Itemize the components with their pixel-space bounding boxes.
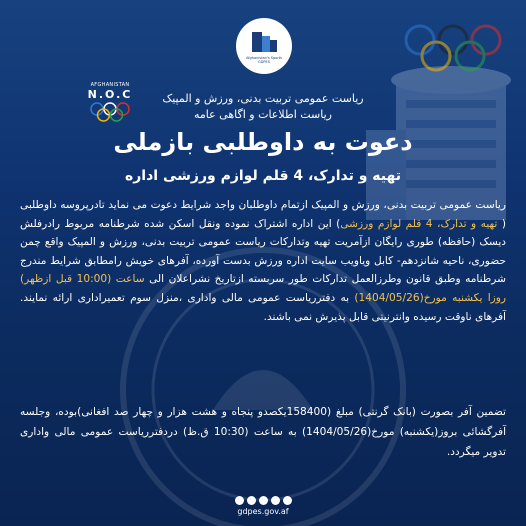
twitter-icon[interactable] bbox=[247, 496, 256, 505]
noc-label: N.O.C bbox=[87, 88, 133, 101]
youtube-icon[interactable] bbox=[271, 496, 280, 505]
footer-contact bbox=[235, 496, 292, 516]
olympic-rings-background-icon bbox=[398, 18, 518, 78]
paragraph-1-highlight-deadline: ساعت (10:00 قبل ازظهر) روزا یکشنبه مورخ(1404/05/26) bbox=[20, 273, 506, 304]
instagram-icon[interactable] bbox=[259, 496, 268, 505]
social-icons bbox=[235, 496, 292, 505]
website-link[interactable]: gdpes.gov.af bbox=[237, 507, 289, 516]
logo-caption: Afghanistan's Sports bbox=[246, 56, 282, 60]
footer bbox=[0, 496, 526, 516]
gdpes-logo-icon bbox=[248, 28, 280, 56]
noc-country: AFGHANISTAN bbox=[90, 82, 130, 88]
department-name: ریاست اطلاعات و اگاهی عامه bbox=[193, 108, 332, 121]
org-name: ریاست عمومی تربیت بدنی، ورزش و المپیک bbox=[162, 92, 364, 105]
paragraph-1-text-c: به دفترریاست عمومی مالی واداری ،منزل سوم تعمیراداری ارائه نمایند. آفرهای ناوقت رسیده وانترنیتی قابل پذیرش نمی باشند. bbox=[20, 291, 506, 323]
paragraph-1-highlight-item: تهیه و تدارک، 4 قلم لوازم ورزشی bbox=[340, 217, 502, 230]
gdpes-logo bbox=[236, 18, 292, 74]
announcement-paragraph-1 bbox=[20, 196, 506, 326]
facebook-icon[interactable] bbox=[235, 496, 244, 505]
paragraph-1-text-b: ) این اداره اشتراک نموده ونقل اسکن شده شرطنامه مربوط رادرفلش دیسک (حافظه) طوری رایگان ازآمریت تهیه وتدارکات ریاست عمومی تربیت بدنی، ورزش و المپیک واقع چمن حضوری، ناحیه شانزدهم- کابل وياويب سایت اداره ورزش بدست آورده، آفرهای خویش رامطابق شرایط مندرج شرطنامه وطبق قانون وطرزالعمل تدارکات طور سربسته ازتاریخ نشراعلان الی bbox=[20, 217, 507, 286]
telegram-icon[interactable] bbox=[283, 496, 292, 505]
paragraph-1-text-a: ریاست عمومی تربیت بدنی، ورزش و المپیک ازتمام داوطلبان واجد شرایط دعوت می نماید تادرپروسه داوطلبی ( bbox=[20, 199, 506, 230]
announcement-paragraph-2: تضمین آفر بصورت (بانک گرنتی) مبلغ (158400یکصدو پنجاه و هشت هزار و چهار صد افغانی)بوده، وجلسه آفرگشائی بروز(یکشنبه) مورخ(1404/05/26) به ساعت (10:30 ق.ظ) دردفترریاست عمومی مالی واداری تدویر میگردد. bbox=[20, 406, 507, 458]
logo-caption-short: GDPES bbox=[258, 60, 270, 64]
page-subtitle: تهیه و تدارک، 4 قلم لوازم ورزشی اداره bbox=[124, 168, 401, 184]
page-title: دعوت به داوطلبی بازملی bbox=[113, 128, 413, 156]
